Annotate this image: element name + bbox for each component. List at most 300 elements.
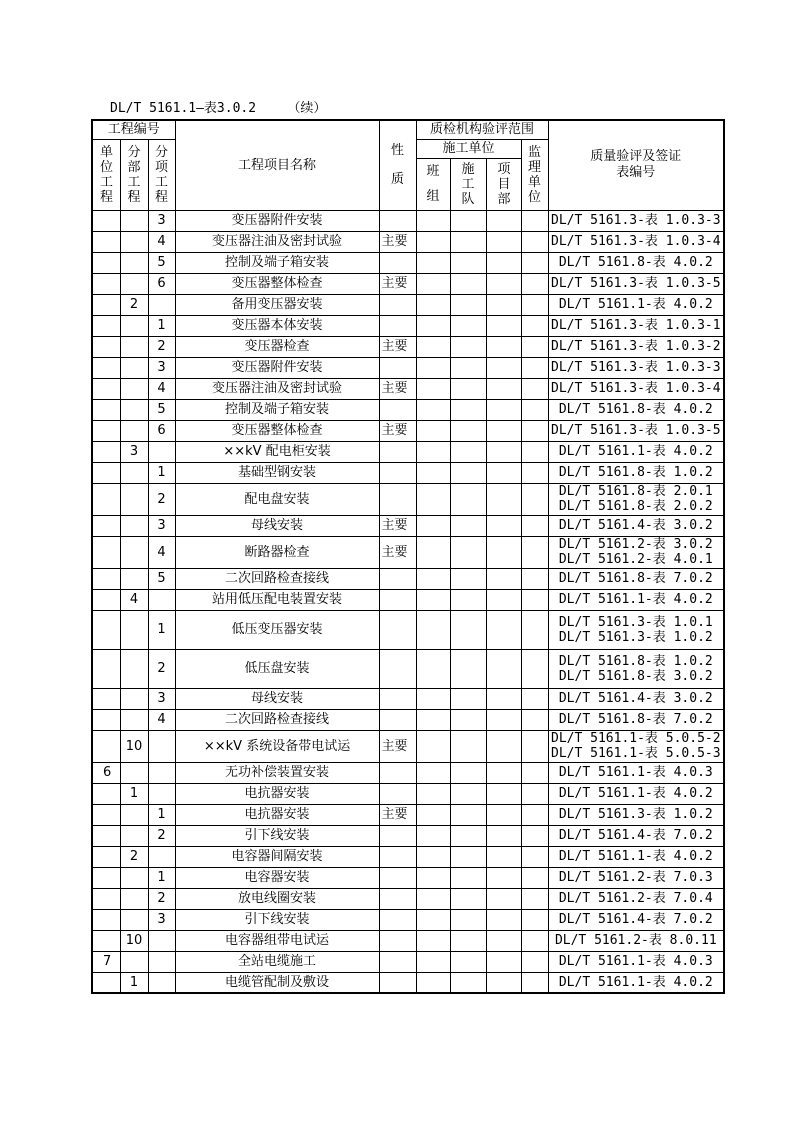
cell-empty (521, 762, 548, 783)
cell-empty (486, 536, 521, 568)
header-nature-1: 性 (391, 143, 405, 159)
cell-sub: 4 (120, 589, 148, 610)
cell-empty (521, 399, 548, 420)
cell-form-code (548, 483, 724, 515)
cell-form-code (548, 231, 724, 252)
cell-empty (521, 972, 548, 993)
cell-nature (379, 888, 416, 909)
cell-empty (416, 273, 450, 294)
cell-unit (92, 483, 120, 515)
cell-form-code (548, 294, 724, 315)
form-code-line: DL/T 5161.1-表 5.0.5-3 (551, 746, 721, 761)
cell-sub (120, 909, 148, 930)
cell-empty (521, 867, 548, 888)
project-name-line: 配电盘安装 (244, 491, 310, 507)
table-row (92, 336, 724, 357)
cell-empty (486, 867, 521, 888)
cell-sub (120, 378, 148, 399)
cell-nature (379, 568, 416, 589)
cell-project-name (175, 441, 379, 462)
table-row (92, 420, 724, 441)
cell-sub (120, 483, 148, 515)
cell-empty (416, 336, 450, 357)
cell-empty (450, 568, 486, 589)
cell-project-name (175, 462, 379, 483)
header-sub-division: 分部工程 (120, 139, 148, 210)
cell-empty (486, 231, 521, 252)
cell-nature (379, 294, 416, 315)
table-row (92, 568, 724, 589)
cell-nature (379, 399, 416, 420)
cell-empty (521, 420, 548, 441)
cell-unit (92, 972, 120, 993)
cell-empty (450, 825, 486, 846)
cell-empty (450, 515, 486, 536)
cell-nature (379, 252, 416, 273)
cell-empty (486, 462, 521, 483)
cell-nature: 主要 (379, 420, 416, 441)
cell-empty (486, 420, 521, 441)
cell-unit: 7 (92, 951, 120, 972)
cell-empty (486, 951, 521, 972)
cell-project-name (175, 252, 379, 273)
cell-empty (416, 483, 450, 515)
form-code-line: DL/T 5161.1-表 4.0.3 (558, 954, 713, 969)
cell-empty (450, 315, 486, 336)
cell-form-code (548, 762, 724, 783)
cell-form-code (548, 909, 724, 930)
form-code-line: DL/T 5161.4-表 3.0.2 (558, 691, 713, 706)
cell-project-name (175, 804, 379, 825)
cell-nature (379, 589, 416, 610)
project-table (91, 119, 725, 994)
cell-nature: 主要 (379, 730, 416, 762)
cell-project-name (175, 762, 379, 783)
project-name-line: 无功补偿装置安装 (225, 765, 330, 780)
header-project-name: 工程项目名称 (175, 120, 379, 210)
project-name-line: 母线安装 (251, 518, 304, 533)
cell-item: 6 (148, 420, 175, 441)
table-body (92, 210, 724, 993)
cell-nature (379, 357, 416, 378)
cell-form-code (548, 972, 724, 993)
cell-empty (450, 589, 486, 610)
table-row (92, 399, 724, 420)
cell-form-code (548, 252, 724, 273)
cell-empty (416, 783, 450, 804)
cell-unit: 6 (92, 762, 120, 783)
form-code-line: DL/T 5161.3-表 1.0.3-2 (551, 339, 721, 354)
cell-nature (379, 462, 416, 483)
cell-empty (486, 909, 521, 930)
cell-project-name (175, 930, 379, 951)
cell-unit (92, 649, 120, 688)
cell-item: 3 (148, 515, 175, 536)
cell-empty (416, 315, 450, 336)
cell-sub: 2 (120, 846, 148, 867)
cell-project-name (175, 825, 379, 846)
cell-empty (416, 420, 450, 441)
project-name-line: 站用低压配电装置安装 (212, 592, 343, 607)
form-code-line: DL/T 5161.8-表 3.0.2 (558, 668, 713, 684)
cell-project-name (175, 972, 379, 993)
cell-sub (120, 951, 148, 972)
table-row (92, 730, 724, 762)
table-row (92, 515, 724, 536)
cell-empty (450, 441, 486, 462)
form-code-line: DL/T 5161.1-表 4.0.2 (558, 786, 713, 801)
cell-item: 3 (148, 210, 175, 231)
cell-form-code (548, 441, 724, 462)
form-code-line: DL/T 5161.4-表 7.0.2 (558, 828, 713, 843)
cell-sub (120, 231, 148, 252)
cell-empty (416, 589, 450, 610)
cell-empty (486, 649, 521, 688)
cell-empty (521, 688, 548, 709)
cell-item (148, 972, 175, 993)
cell-empty (416, 804, 450, 825)
table-row (92, 441, 724, 462)
cell-empty (486, 825, 521, 846)
form-code-line: DL/T 5161.3-表 1.0.3-5 (551, 423, 721, 438)
cell-unit (92, 294, 120, 315)
form-code-line: DL/T 5161.1-表 4.0.2 (558, 849, 713, 864)
cell-empty (416, 568, 450, 589)
form-code-line: DL/T 5161.8-表 7.0.2 (558, 712, 713, 727)
cell-nature (379, 846, 416, 867)
cell-item: 1 (148, 462, 175, 483)
cell-empty (521, 888, 548, 909)
cell-empty (416, 846, 450, 867)
cell-empty (450, 252, 486, 273)
cell-sub (120, 462, 148, 483)
cell-empty (450, 846, 486, 867)
cell-empty (486, 273, 521, 294)
cell-project-name (175, 730, 379, 762)
cell-empty (450, 762, 486, 783)
cell-empty (521, 273, 548, 294)
cell-form-code (548, 462, 724, 483)
table-row (92, 610, 724, 649)
cell-unit (92, 909, 120, 930)
cell-nature (379, 825, 416, 846)
cell-project-name (175, 483, 379, 515)
cell-form-code (548, 804, 724, 825)
cell-empty (521, 536, 548, 568)
cell-unit (92, 462, 120, 483)
cell-item (148, 930, 175, 951)
cell-unit (92, 252, 120, 273)
cell-form-code (548, 378, 724, 399)
table-row (92, 462, 724, 483)
table-row (92, 273, 724, 294)
cell-unit (92, 688, 120, 709)
cell-item (148, 294, 175, 315)
cell-empty (450, 930, 486, 951)
cell-sub (120, 536, 148, 568)
cell-unit (92, 568, 120, 589)
table-row (92, 589, 724, 610)
project-name-line: 备用变压器安装 (231, 297, 323, 312)
cell-item (148, 783, 175, 804)
form-code-line: DL/T 5161.2-表 7.0.4 (558, 891, 713, 906)
table-row (92, 867, 724, 888)
header-form-no: 质量验评及签证表编号 (548, 120, 724, 210)
cell-nature: 主要 (379, 804, 416, 825)
cell-project-name (175, 888, 379, 909)
cell-item: 6 (148, 273, 175, 294)
cell-empty (486, 762, 521, 783)
cell-empty (416, 730, 450, 762)
cell-empty (416, 515, 450, 536)
cell-empty (486, 930, 521, 951)
header-project-code: 工程编号 (92, 120, 175, 139)
table-row (92, 252, 724, 273)
cell-sub: 10 (120, 730, 148, 762)
cell-empty (450, 536, 486, 568)
cell-empty (486, 568, 521, 589)
cell-nature: 主要 (379, 273, 416, 294)
cell-empty (416, 441, 450, 462)
project-name-line: 电抗器安装 (244, 786, 310, 801)
form-code-line: DL/T 5161.1-表 4.0.2 (558, 297, 713, 312)
project-name-line: 二次回路检查接线 (225, 712, 330, 727)
form-code-line: DL/T 5161.8-表 7.0.2 (558, 571, 713, 586)
cell-item (148, 589, 175, 610)
form-code-line: DL/T 5161.1-表 4.0.2 (558, 974, 713, 990)
cell-item: 3 (148, 688, 175, 709)
project-name-line: 变压器注油及密封试验 (212, 381, 343, 396)
cell-empty (450, 231, 486, 252)
cell-item: 5 (148, 252, 175, 273)
cell-empty (521, 825, 548, 846)
cell-form-code (548, 709, 724, 730)
cell-project-name (175, 867, 379, 888)
cell-empty (486, 294, 521, 315)
form-code-line: DL/T 5161.3-表 1.0.1 (558, 614, 713, 630)
cell-empty (521, 909, 548, 930)
cell-empty (521, 568, 548, 589)
cell-empty (450, 867, 486, 888)
form-code-line: DL/T 5161.1-表 4.0.2 (558, 592, 713, 607)
cell-sub (120, 762, 148, 783)
project-name-line: 变压器整体检查 (231, 276, 323, 291)
cell-item: 2 (148, 483, 175, 515)
cell-sub (120, 399, 148, 420)
cell-sub (120, 867, 148, 888)
cell-empty (486, 610, 521, 649)
cell-item: 1 (148, 804, 175, 825)
cell-empty (486, 846, 521, 867)
header-supervision: 监理单位 (521, 139, 548, 210)
cell-nature (379, 483, 416, 515)
cell-empty (450, 273, 486, 294)
cell-empty (450, 420, 486, 441)
cell-empty (450, 610, 486, 649)
cell-empty (416, 357, 450, 378)
cell-item (148, 441, 175, 462)
cell-item: 1 (148, 315, 175, 336)
cell-project-name (175, 294, 379, 315)
cell-unit (92, 315, 120, 336)
form-code-line: DL/T 5161.8-表 1.0.2 (558, 653, 713, 669)
cell-unit (92, 783, 120, 804)
cell-empty (416, 536, 450, 568)
cell-empty (486, 483, 521, 515)
cell-unit (92, 210, 120, 231)
cell-empty (416, 930, 450, 951)
header-team-2: 组 (426, 189, 440, 204)
cell-empty (521, 357, 548, 378)
form-code-line: DL/T 5161.3-表 1.0.3-3 (551, 360, 721, 375)
cell-empty (450, 783, 486, 804)
cell-form-code (548, 846, 724, 867)
project-name-line: 电容器间隔安装 (231, 849, 323, 864)
cell-empty (521, 783, 548, 804)
project-name-line: 控制及端子箱安装 (225, 402, 330, 417)
form-code-line: DL/T 5161.8-表 2.0.2 (558, 499, 713, 514)
cell-form-code (548, 783, 724, 804)
header-nature-2: 质 (391, 172, 405, 188)
cell-empty (416, 867, 450, 888)
cell-empty (416, 210, 450, 231)
cell-sub: 10 (120, 930, 148, 951)
cell-nature (379, 688, 416, 709)
cell-project-name (175, 420, 379, 441)
cell-item: 1 (148, 610, 175, 649)
cell-form-code (548, 867, 724, 888)
cell-unit (92, 399, 120, 420)
cell-sub (120, 315, 148, 336)
cell-empty (416, 972, 450, 993)
cell-empty (521, 930, 548, 951)
cell-sub (120, 610, 148, 649)
header-qc-scope: 质检机构验评范围 (416, 120, 548, 139)
table-row (92, 804, 724, 825)
cell-project-name (175, 649, 379, 688)
project-name-line: 断路器检查 (244, 544, 310, 560)
form-code-line: DL/T 5161.4-表 3.0.2 (558, 518, 713, 533)
form-code-line: DL/T 5161.3-表 1.0.3-4 (551, 234, 721, 249)
cell-empty (521, 315, 548, 336)
cell-unit (92, 888, 120, 909)
cell-empty (416, 825, 450, 846)
cell-unit (92, 930, 120, 951)
cell-empty (521, 336, 548, 357)
cell-empty (416, 888, 450, 909)
cell-empty (521, 462, 548, 483)
cell-empty (450, 399, 486, 420)
table-row (92, 378, 724, 399)
header-unit-project: 单位工程 (92, 139, 120, 210)
project-name-line: 变压器附件安装 (231, 213, 323, 228)
cell-empty (450, 336, 486, 357)
cell-unit (92, 515, 120, 536)
cell-sub (120, 252, 148, 273)
cell-empty (486, 730, 521, 762)
cell-empty (416, 762, 450, 783)
project-name-line: 低压盘安装 (244, 661, 310, 676)
table-row (92, 688, 724, 709)
table-row (92, 888, 724, 909)
cell-nature (379, 951, 416, 972)
cell-item: 2 (148, 825, 175, 846)
cell-empty (450, 210, 486, 231)
cell-empty (521, 231, 548, 252)
cell-form-code (548, 888, 724, 909)
cell-item: 2 (148, 336, 175, 357)
cell-sub (120, 357, 148, 378)
cell-unit (92, 420, 120, 441)
cell-empty (486, 888, 521, 909)
cell-empty (450, 888, 486, 909)
cell-nature (379, 867, 416, 888)
table-row (92, 210, 724, 231)
cell-empty (521, 951, 548, 972)
cell-empty (450, 804, 486, 825)
form-code-line: DL/T 5161.1-表 4.0.3 (558, 765, 713, 780)
cell-empty (450, 951, 486, 972)
project-name-line: 控制及端子箱安装 (225, 255, 330, 270)
cell-empty (486, 515, 521, 536)
cell-empty (416, 462, 450, 483)
cell-empty (521, 483, 548, 515)
cell-unit (92, 231, 120, 252)
header-project-dept: 项目部 (486, 158, 521, 210)
cell-item: 4 (148, 709, 175, 730)
cell-nature (379, 210, 416, 231)
table-row (92, 783, 724, 804)
cell-sub: 2 (120, 294, 148, 315)
cell-empty (486, 709, 521, 730)
form-code-line: DL/T 5161.3-表 1.0.3-1 (551, 318, 721, 333)
cell-empty (486, 441, 521, 462)
project-name-line: 二次回路检查接线 (225, 571, 330, 586)
cell-project-name (175, 951, 379, 972)
cell-sub (120, 688, 148, 709)
cell-item (148, 951, 175, 972)
cell-project-name (175, 357, 379, 378)
cell-nature (379, 783, 416, 804)
cell-empty (521, 804, 548, 825)
table-row (92, 762, 724, 783)
cell-empty (521, 252, 548, 273)
cell-form-code (548, 951, 724, 972)
cell-form-code (548, 568, 724, 589)
cell-sub (120, 420, 148, 441)
cell-empty (450, 357, 486, 378)
project-name-line: 电抗器安装 (244, 807, 310, 822)
cell-nature: 主要 (379, 378, 416, 399)
cell-sub: 3 (120, 441, 148, 462)
cell-empty (450, 972, 486, 993)
cell-empty (416, 610, 450, 649)
document-title: DL/T 5161.1—表3.0.2 （续） (110, 101, 327, 116)
cell-project-name (175, 273, 379, 294)
cell-empty (450, 462, 486, 483)
cell-project-name (175, 909, 379, 930)
form-code-line: DL/T 5161.2-表 4.0.1 (558, 552, 713, 567)
cell-empty (486, 972, 521, 993)
form-code-line: DL/T 5161.3-表 1.0.3-5 (551, 276, 721, 291)
cell-nature: 主要 (379, 231, 416, 252)
table-row (92, 483, 724, 515)
cell-sub (120, 273, 148, 294)
cell-item: 4 (148, 536, 175, 568)
cell-sub: 1 (120, 783, 148, 804)
cell-empty (416, 688, 450, 709)
form-code-line: DL/T 5161.3-表 1.0.3-4 (551, 381, 721, 396)
